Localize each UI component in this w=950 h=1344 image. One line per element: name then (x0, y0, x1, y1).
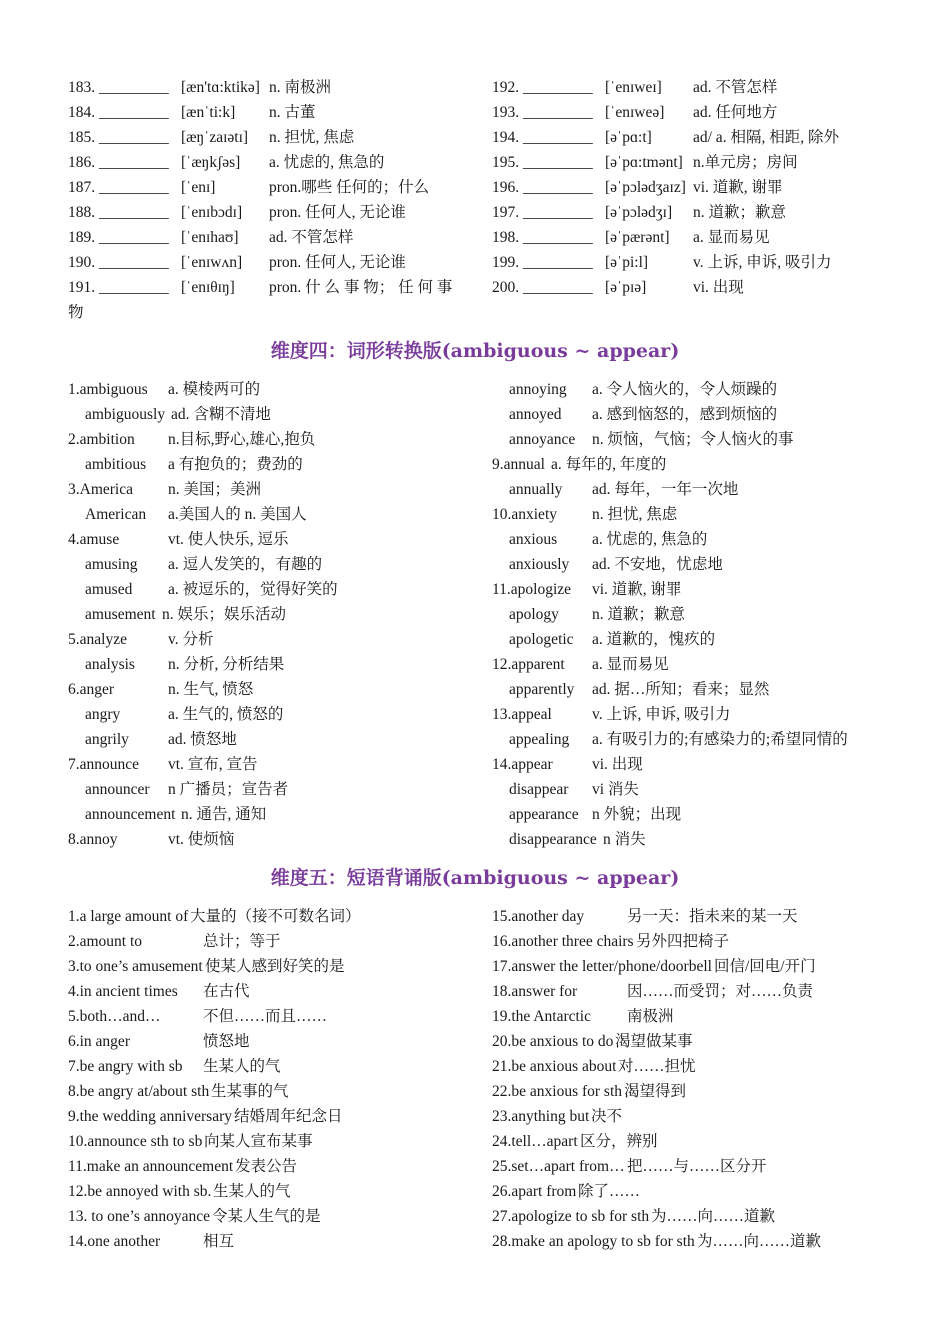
vocab-meaning: vi. 出现 (693, 279, 744, 296)
vocab-number-blank[interactable]: 197. _________ (492, 204, 593, 221)
wordform-word: annoyed (509, 406, 562, 423)
phrase-row (68, 1104, 488, 1129)
wordform-word: 11.apologize (492, 581, 572, 598)
wordform-word: 2.ambition (68, 431, 135, 448)
phrase-translation: 另外四把椅子 (636, 933, 730, 950)
wordform-row (492, 502, 912, 527)
phrase-text: 5.both…and… (68, 1008, 161, 1025)
wordform-definition: a. 模棱两可的 (168, 381, 261, 398)
vocab-row (68, 175, 468, 200)
vocab-number-blank[interactable]: 195. _________ (492, 154, 593, 171)
vocab-phonetic: [æŋˈzaɪətɪ] (181, 129, 249, 146)
phrase-translation: 渴望得到 (624, 1083, 687, 1100)
wordform-definition: ad. 每年，一年一次地 (592, 481, 739, 498)
wordform-row (68, 627, 488, 652)
vocab-row (68, 225, 468, 250)
wordform-row (492, 702, 912, 727)
vocab-phonetic: [əˈpɔlədʒɪ] (605, 204, 673, 221)
wordform-word: annually (509, 481, 563, 498)
wordform-row (68, 702, 488, 727)
wordform-row (68, 527, 488, 552)
vocab-number-blank[interactable]: 185. _________ (68, 129, 169, 146)
vocab-row (492, 200, 892, 225)
vocab-meaning: vi. 道歉, 谢罪 (693, 179, 783, 196)
phrase-row (68, 954, 488, 979)
wordform-row (68, 827, 488, 852)
vocab-row (68, 75, 468, 100)
phrase-translation: 南极洲 (627, 1008, 674, 1025)
vocab-meaning: ad/ a. 相隔, 相距, 除外 (693, 129, 839, 146)
phrase-text: 7.be angry with sb (68, 1058, 183, 1075)
wordforms-left (68, 377, 488, 852)
vocab-meaning: pron. 任何人, 无论谁 (269, 204, 406, 221)
phrase-text: 20.be anxious to do (492, 1033, 614, 1050)
wordform-definition: ad. 愤怒地 (168, 731, 237, 748)
wordform-definition: v. 分析 (168, 631, 214, 648)
vocab-meaning: n. 担忧, 焦虑 (269, 129, 355, 146)
wordform-word: 5.analyze (68, 631, 127, 648)
wordform-definition: a. 生气的, 愤怒的 (168, 706, 284, 723)
wordform-row (492, 602, 912, 627)
wordform-word: 7.announce (68, 756, 140, 773)
vocab-row (492, 275, 892, 300)
wordform-definition: n. 道歉；歉意 (592, 606, 686, 623)
vocab-phonetic: [ˈenɪhaʊ] (181, 229, 239, 246)
phrase-translation: 渴望做某事 (615, 1033, 693, 1050)
wordform-definition: a. 令人恼火的，令人烦躁的 (592, 381, 778, 398)
wordform-word: American (85, 506, 147, 523)
section5-title: 维度五：短语背诵版(ambiguous ~ appear) (270, 867, 680, 889)
vocab-number-blank[interactable]: 198. _________ (492, 229, 593, 246)
vocab-phonetic: [əˈpi:l] (605, 254, 649, 271)
phrase-text: 19.the Antarctic (492, 1008, 591, 1025)
wordform-word: 12.apparent (492, 656, 565, 673)
vocab-number-blank[interactable]: 187. _________ (68, 179, 169, 196)
phrase-translation: 回信/回电/开门 (714, 958, 816, 975)
phrase-row (68, 1029, 488, 1054)
wordform-row (492, 452, 912, 477)
vocab-phonetic: [ˈenɪweə] (605, 104, 665, 121)
vocab-number-blank[interactable]: 186. _________ (68, 154, 169, 171)
phrase-text: 17.answer the letter/phone/doorbell (492, 958, 712, 975)
phrase-row (492, 1079, 912, 1104)
wordform-word: apologetic (509, 631, 574, 648)
phrase-row (492, 1204, 912, 1229)
wordform-row (68, 777, 488, 802)
phrase-text: 23.anything but (492, 1108, 590, 1125)
wordform-row (68, 802, 488, 827)
wordform-row (492, 652, 912, 677)
wordform-word: disappearance (509, 831, 597, 848)
wordform-row (492, 377, 912, 402)
phrase-text: 9.the wedding anniversary (68, 1108, 232, 1125)
phrase-row (492, 1154, 912, 1179)
phrase-row (68, 979, 488, 1004)
phrase-translation: 相互 (203, 1233, 235, 1250)
wordform-word: amusement (85, 606, 156, 623)
vocab-number-blank[interactable]: 183. _________ (68, 79, 169, 96)
phrase-row (492, 929, 912, 954)
vocab-row (492, 225, 892, 250)
vocab-phonetic: [əˈpɪə] (605, 279, 647, 296)
section4-title: 维度四：词形转换版(ambiguous ~ appear) (270, 340, 680, 362)
vocab-meaning: pron. 什 么 事 物； 任 何 事 (269, 279, 453, 296)
vocab-row (68, 250, 468, 275)
phrases-right (492, 904, 912, 1254)
wordform-row (492, 777, 912, 802)
vocab-phonetic: [ˈenɪbɔdɪ] (181, 204, 243, 221)
wordform-definition: n. 娱乐；娱乐活动 (162, 606, 287, 623)
phrase-text: 1.a large amount of (68, 908, 189, 925)
vocab-row (492, 75, 892, 100)
wordform-definition: a. 被逗乐的，觉得好笑的 (168, 581, 338, 598)
wordform-word: amused (85, 581, 133, 598)
vocab-phonetic: [ˈenɪwʌn] (181, 254, 243, 271)
wordform-definition: n 消失 (603, 831, 646, 848)
phrase-text: 6.in anger (68, 1033, 130, 1050)
phrase-text: 10.announce sth to sb (68, 1133, 203, 1150)
vocab-meaning: pron.哪些 任何的；什么 (269, 179, 430, 196)
phrase-row (68, 1204, 488, 1229)
wordform-definition: vt. 使烦恼 (168, 831, 235, 848)
phrase-translation: 大量的（接不可数名词） (190, 908, 361, 925)
vocab-phonetic: [æn'tɑ:ktikə] (181, 79, 260, 96)
vocab-meaning: n. 南极洲 (269, 79, 332, 96)
wordform-row (68, 602, 488, 627)
phrase-row (68, 929, 488, 954)
wordform-row (68, 552, 488, 577)
wordform-definition: n.目标,野心,雄心,抱负 (168, 431, 316, 448)
wordform-word: angry (85, 706, 121, 723)
wordform-row (68, 377, 488, 402)
vocab-meaning-tail: 物 (68, 304, 84, 321)
wordform-definition: a. 每年的, 年度的 (551, 456, 667, 473)
wordform-word: 4.amuse (68, 531, 120, 548)
vocab-meaning: n. 道歉；歉意 (693, 204, 787, 221)
wordform-definition: vi. 道歉, 谢罪 (592, 581, 682, 598)
wordform-definition: a.美国人的 n. 美国人 (168, 506, 307, 523)
phrase-translation: 区分，辨别 (580, 1133, 658, 1150)
wordform-definition: n. 担忧, 焦虑 (592, 506, 678, 523)
phrase-text: 15.another day (492, 908, 585, 925)
wordform-definition: a. 道歉的，愧疚的 (592, 631, 716, 648)
phrase-row (492, 1104, 912, 1129)
phrase-row (68, 1154, 488, 1179)
wordform-definition: n. 烦恼，气恼；令人恼火的事 (592, 431, 794, 448)
wordform-row (492, 427, 912, 452)
vocab-meaning: a. 忧虑的, 焦急的 (269, 154, 385, 171)
wordform-definition: n. 美国；美洲 (168, 481, 262, 498)
vocab-list-right (492, 75, 892, 300)
phrase-row (492, 954, 912, 979)
phrase-translation: 对……担忧 (618, 1058, 696, 1075)
phrase-row (68, 904, 488, 929)
vocab-phonetic: [əˈpɔlədʒaɪz] (605, 179, 686, 196)
phrase-translation: 在古代 (203, 983, 250, 1000)
wordform-row (492, 627, 912, 652)
phrase-text: 25.set…apart from… (492, 1158, 625, 1175)
phrase-text: 16.another three chairs (492, 933, 634, 950)
wordform-row (68, 677, 488, 702)
wordform-row (68, 727, 488, 752)
wordform-word: 13.appeal (492, 706, 552, 723)
wordform-row (492, 727, 912, 752)
phrases-left (68, 904, 488, 1254)
phrase-translation: 因……而受罚；对……负责 (627, 983, 814, 1000)
vocab-number-blank[interactable]: 191. _________ (68, 279, 169, 296)
wordform-definition: a. 忧虑的, 焦急的 (592, 531, 708, 548)
phrase-text: 24.tell…apart (492, 1133, 578, 1150)
wordform-row (492, 402, 912, 427)
vocab-meaning: n.单元房；房间 (693, 154, 798, 171)
wordform-definition: a. 显而易见 (592, 656, 669, 673)
phrase-translation: 总计；等于 (203, 933, 281, 950)
wordform-definition: vi. 出现 (592, 756, 643, 773)
vocab-number-blank[interactable]: 189. _________ (68, 229, 169, 246)
wordform-word: 14.appear (492, 756, 553, 773)
vocab-number-blank[interactable]: 199. _________ (492, 254, 593, 271)
phrase-translation: 为……向……道歉 (697, 1233, 822, 1250)
vocab-number-blank[interactable]: 190. _________ (68, 254, 169, 271)
phrase-row (68, 1079, 488, 1104)
phrase-row (492, 1179, 912, 1204)
wordform-word: 8.annoy (68, 831, 118, 848)
wordforms-right (492, 377, 912, 852)
phrase-row (492, 1229, 912, 1254)
phrase-translation: 另一天：指未来的某一天 (627, 908, 798, 925)
phrase-text: 13. to one’s annoyance (68, 1208, 211, 1225)
wordform-row (492, 577, 912, 602)
phrase-text: 2.amount to (68, 933, 143, 950)
phrase-row (492, 1054, 912, 1079)
phrase-translation: 除了…… (578, 1183, 641, 1200)
phrase-text: 28.make an apology to sb for sth (492, 1233, 695, 1250)
phrase-translation: 生某人的气 (203, 1058, 281, 1075)
vocab-phonetic: [ˈæŋkʃəs] (181, 154, 241, 171)
vocab-row (492, 150, 892, 175)
wordform-word: angrily (85, 731, 129, 748)
wordform-definition: a. 有吸引力的;有感染力的;希望同情的 (592, 731, 848, 748)
vocab-meaning: ad. 不管怎样 (269, 229, 354, 246)
phrase-row (68, 1054, 488, 1079)
wordform-row (492, 477, 912, 502)
wordform-word: 3.America (68, 481, 133, 498)
phrase-translation: 使某人感到好笑的是 (205, 958, 345, 975)
wordform-row (492, 802, 912, 827)
wordform-row (68, 652, 488, 677)
wordform-word: amusing (85, 556, 138, 573)
vocab-meaning: pron. 任何人, 无论谁 (269, 254, 406, 271)
wordform-definition: a 有抱负的；费劲的 (168, 456, 303, 473)
vocab-phonetic: [ˈenɪ] (181, 179, 216, 196)
wordform-row (492, 552, 912, 577)
vocab-list-left (68, 75, 468, 325)
wordform-definition: ad. 据…所知；看来；显然 (592, 681, 770, 698)
vocab-number-blank[interactable]: 194. _________ (492, 129, 593, 146)
vocab-meaning: ad. 任何地方 (693, 104, 778, 121)
wordform-row (68, 452, 488, 477)
wordform-definition: n 外貌；出现 (592, 806, 682, 823)
wordform-row (492, 677, 912, 702)
wordform-row (68, 752, 488, 777)
vocab-row (68, 150, 468, 175)
wordform-row (68, 502, 488, 527)
wordform-definition: v. 上诉, 申诉, 吸引力 (592, 706, 731, 723)
wordform-definition: n. 通告, 通知 (181, 806, 267, 823)
vocab-row (492, 175, 892, 200)
vocab-row (68, 100, 468, 125)
phrase-translation: 令某人生气的是 (212, 1208, 321, 1225)
vocab-phonetic: [əˈpɑ:t] (605, 129, 652, 146)
wordform-word: annoying (509, 381, 567, 398)
phrase-translation: 生某事的气 (211, 1083, 289, 1100)
wordform-word: anxiously (509, 556, 570, 573)
phrase-text: 4.in ancient times (68, 983, 178, 1000)
wordform-row (68, 477, 488, 502)
phrase-text: 27.apologize to sb for sth (492, 1208, 650, 1225)
phrase-translation: 结婚周年纪念日 (234, 1108, 343, 1125)
vocab-row (68, 275, 468, 300)
phrase-translation: 为……向……道歉 (651, 1208, 776, 1225)
vocab-number-blank[interactable]: 188. _________ (68, 204, 169, 221)
wordform-definition: n. 分析, 分析结果 (168, 656, 285, 673)
phrase-row (68, 1179, 488, 1204)
vocab-number-blank[interactable]: 192. _________ (492, 79, 593, 96)
vocab-phonetic: [ˈenɪθɪŋ] (181, 279, 235, 296)
wordform-row (68, 577, 488, 602)
wordform-definition: a. 感到恼怒的，感到烦恼的 (592, 406, 778, 423)
wordform-word: apparently (509, 681, 575, 698)
vocab-row (492, 100, 892, 125)
phrase-row (492, 979, 912, 1004)
wordform-definition: vt. 使人快乐, 逗乐 (168, 531, 289, 548)
wordform-word: appealing (509, 731, 570, 748)
vocab-row (68, 125, 468, 150)
vocab-meaning: n. 古董 (269, 104, 316, 121)
wordform-word: 9.annual (492, 456, 545, 473)
phrase-row (492, 1129, 912, 1154)
vocab-phonetic: [əˈpærənt] (605, 229, 670, 246)
phrase-row (68, 1004, 488, 1029)
phrase-translation: 愤怒地 (203, 1033, 250, 1050)
wordform-definition: n. 生气, 愤怒 (168, 681, 254, 698)
vocab-phonetic: [ˈenɪweɪ] (605, 79, 662, 96)
vocab-row (492, 125, 892, 150)
phrase-text: 14.one another (68, 1233, 161, 1250)
phrase-row (492, 1004, 912, 1029)
vocab-meaning: a. 显而易见 (693, 229, 770, 246)
wordform-word: announcement (85, 806, 176, 823)
wordform-word: apology (509, 606, 559, 623)
wordform-definition: vi 消失 (592, 781, 639, 798)
wordform-row (492, 752, 912, 777)
wordform-word: ambiguously (85, 406, 166, 423)
wordform-definition: vt. 宣布, 宣告 (168, 756, 258, 773)
vocab-meaning: v. 上诉, 申诉, 吸引力 (693, 254, 832, 271)
vocab-number-blank[interactable]: 193. _________ (492, 104, 593, 121)
phrase-translation: 不但……而且…… (203, 1008, 328, 1025)
phrase-row (68, 1129, 488, 1154)
wordform-word: 6.anger (68, 681, 115, 698)
wordform-word: annoyance (509, 431, 576, 448)
phrase-row (68, 1229, 488, 1254)
phrase-text: 22.be anxious for sth (492, 1083, 623, 1100)
wordform-word: announcer (85, 781, 150, 798)
vocab-row (68, 200, 468, 225)
vocab-number-blank[interactable]: 196. _________ (492, 179, 593, 196)
wordform-definition: ad. 含糊不清地 (171, 406, 271, 423)
wordform-word: analysis (85, 656, 135, 673)
wordform-definition: ad. 不安地，忧虑地 (592, 556, 723, 573)
vocab-phonetic: [əˈpɑ:tmənt] (605, 154, 683, 171)
wordform-word: 1.ambiguous (68, 381, 148, 398)
wordform-definition: n 广播员；宣告者 (168, 781, 289, 798)
vocab-phonetic: [ænˈti:k] (181, 104, 236, 121)
phrase-translation: 向某人宣布某事 (204, 1133, 313, 1150)
phrase-translation: 把……与……区分开 (627, 1158, 767, 1175)
wordform-word: ambitious (85, 456, 147, 473)
wordform-word: appearance (509, 806, 579, 823)
wordform-word: anxious (509, 531, 558, 548)
phrase-text: 8.be angry at/about sth (68, 1083, 210, 1100)
vocab-number-blank[interactable]: 184. _________ (68, 104, 169, 121)
phrase-text: 18.answer for (492, 983, 578, 1000)
wordform-row (68, 427, 488, 452)
phrase-translation: 决不 (591, 1108, 623, 1125)
vocab-row (492, 250, 892, 275)
wordform-row (492, 827, 912, 852)
phrase-translation: 发表公告 (235, 1158, 298, 1175)
phrase-translation: 生某人的气 (213, 1183, 291, 1200)
phrase-text: 11.make an announcement (68, 1158, 234, 1175)
vocab-number-blank[interactable]: 200. _________ (492, 279, 593, 296)
phrase-row (492, 904, 912, 929)
phrase-row (492, 1029, 912, 1054)
wordform-definition: a. 逗人发笑的，有趣的 (168, 556, 323, 573)
phrase-text: 3.to one’s amusement (68, 958, 203, 975)
wordform-word: 10.anxiety (492, 506, 557, 523)
phrase-text: 26.apart from (492, 1183, 577, 1200)
wordform-row (68, 402, 488, 427)
wordform-row (492, 527, 912, 552)
vocab-meaning: ad. 不管怎样 (693, 79, 778, 96)
phrase-text: 21.be anxious about (492, 1058, 617, 1075)
wordform-word: disappear (509, 781, 569, 798)
phrase-text: 12.be annoyed with sb. (68, 1183, 212, 1200)
